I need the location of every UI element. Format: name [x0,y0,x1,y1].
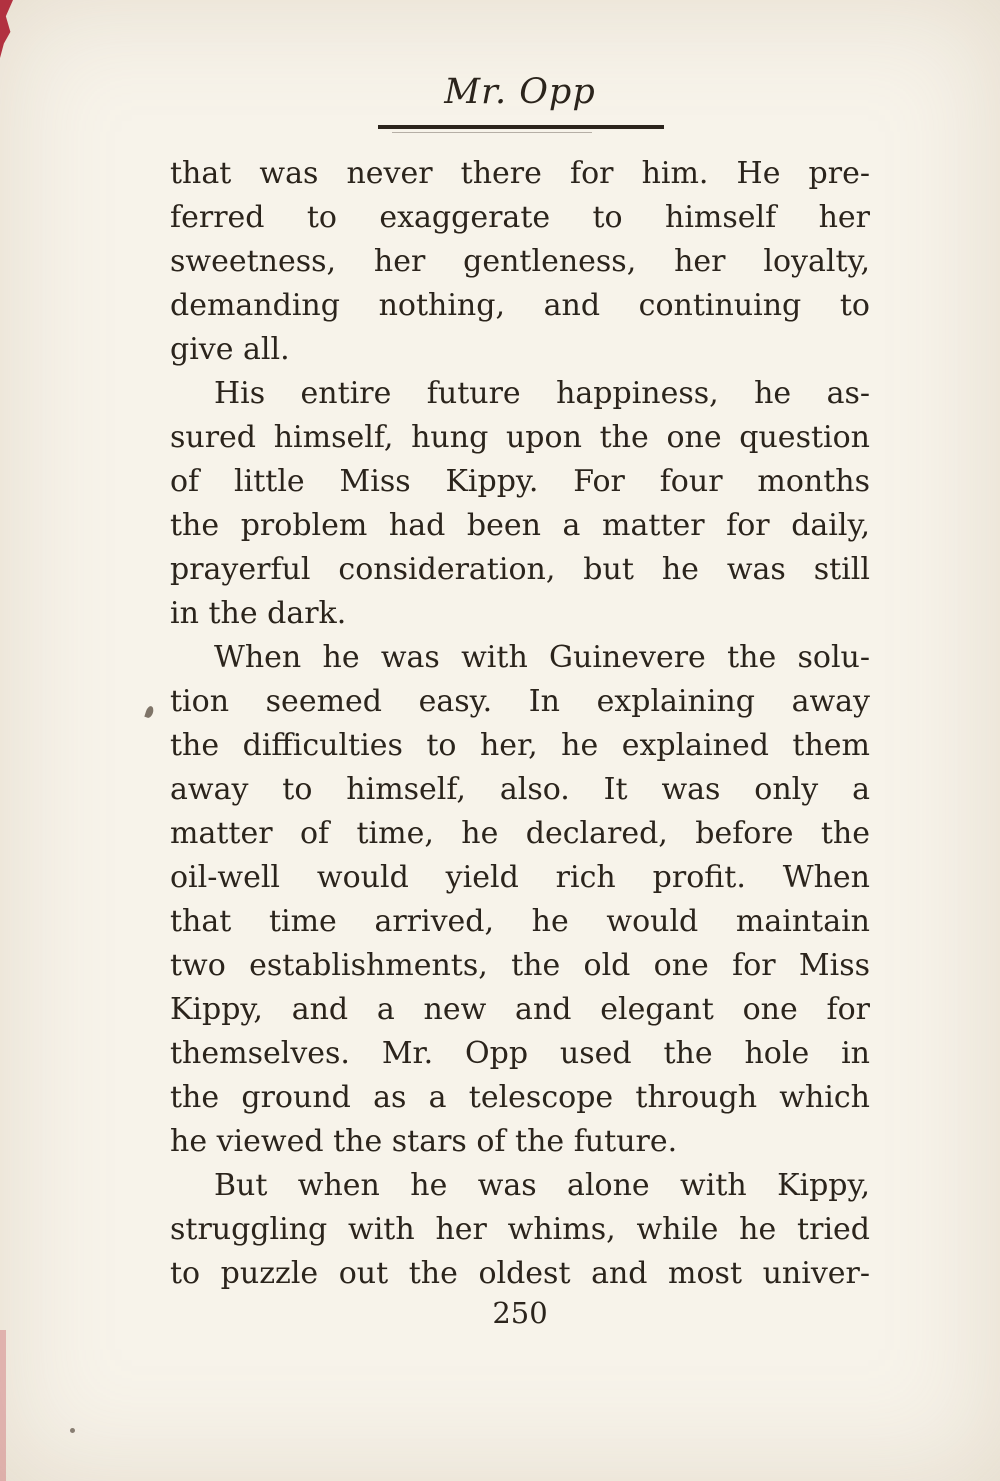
text-line: When he was with Guinevere the solu- [214,640,870,675]
text-line: the problem had been a matter for daily, [170,508,870,543]
text-line: away to himself, also. It was only a [170,772,870,807]
text-line: demanding nothing, and continuing to [170,288,870,323]
text-line: But when he was alone with Kippy, [214,1168,870,1203]
text-line: sured himself, hung upon the one question [170,420,870,455]
ink-speck [144,705,154,719]
header-rule [378,125,664,129]
header-rule-shadow [392,132,592,133]
text-line: struggling with her whims, while he tried [170,1212,870,1247]
text-line: themselves. Mr. Opp used the hole in [170,1036,870,1071]
paragraph [170,372,870,636]
text-line: the ground as a telescope through which [170,1080,870,1115]
text-line: that time arrived, he would maintain [170,904,870,939]
paragraph [170,152,870,372]
text-line: His entire future happiness, he as- [214,376,870,411]
text-line: that was never there for him. He pre- [170,156,870,191]
scan-artifact-bottom-left [0,1330,6,1481]
text-line: oil-well would yield rich profit. When [170,860,870,895]
scan-artifact-top-left [0,0,13,58]
text-line: Kippy, and a new and elegant one for [170,992,870,1027]
text-line: of little Miss Kippy. For four months [170,464,870,499]
text-line: the difficulties to her, he explained them [170,728,870,763]
text-line: sweetness, her gentleness, her loyalty, [170,244,870,279]
body-text [170,152,870,1296]
paragraph [170,636,870,1164]
text-line: in the dark. [170,596,347,631]
text-line: matter of time, he declared, before the [170,816,870,851]
text-line: give all. [170,332,290,367]
text-line: to puzzle out the oldest and most univer- [170,1256,870,1291]
text-line: he viewed the stars of the future. [170,1124,678,1159]
text-line: two establishments, the old one for Miss [170,948,870,983]
ink-speck [70,1428,75,1433]
text-line: ferred to exaggerate to himself her [170,200,870,235]
running-head: Mr. Opp [444,72,596,112]
paragraph [170,1164,870,1296]
page-number: 250 [492,1296,548,1330]
text-line: prayerful consideration, but he was still [170,552,870,587]
text-line: tion seemed easy. In explaining away [170,684,870,719]
